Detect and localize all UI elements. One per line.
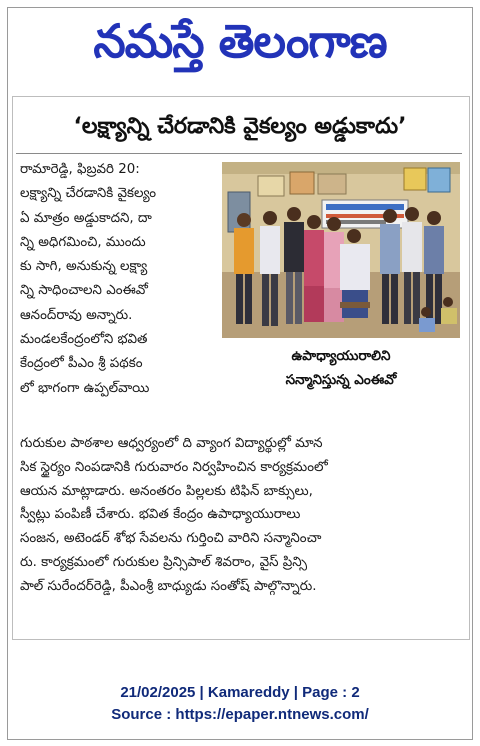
text-line: గురుకుల పాఠశాల ఆధ్వర్యంలో ది వ్యాంగ విద్యార్థుల్లో మాన <box>20 436 323 451</box>
photo-caption <box>222 344 460 392</box>
article-photo <box>222 162 460 338</box>
text-line: స్వీట్లు పంపిణీ చేశారు. భవిత కేంద్రం ఉపాధ్యాయురాలు <box>20 507 301 523</box>
caption-line: ఉపాధ్యాయురాలిని <box>291 348 391 364</box>
text-line: ఆయన మాట్లాడారు. అనంతరం పిల్లలకు టిఫిన్ బాక్సులు, <box>20 483 313 499</box>
text-line: కు సాగి, అనుకున్న లక్ష్యా <box>20 259 148 275</box>
newspaper-masthead: నమస్తే తెలంగాణ <box>93 14 387 68</box>
text-line: ఏ మాత్రం అడ్డుకాదని, దా <box>20 210 152 226</box>
article-headline: ‘లక్ష్యాన్ని చేరడానికి వైకల్యం అడ్డుకాదు’ <box>73 114 407 139</box>
text-line: పాల్ సురేందర్‌రెడ్డి, పీఎంశ్రీ బాధ్యుడు సంతోష్ పాల్గొన్నారు. <box>20 578 317 594</box>
text-line: న్ని అధిగమించి, ముందు <box>20 234 146 250</box>
footer-source: Source : https://epaper.ntnews.com/ <box>111 706 369 723</box>
text-line: లక్ష్యాన్ని చేరడానికి వైకల్యం <box>20 186 157 202</box>
article-column-text <box>20 158 220 401</box>
caption-line: సన్మానిస్తున్న ఎంఈవో <box>285 372 397 388</box>
text-line: న్ని సాధించాలని ఎంఈవో <box>20 283 148 299</box>
text-line: మండలకేంద్రంలోని భవిత <box>20 332 148 348</box>
article-body-text <box>20 432 462 599</box>
footer-date-edition: 21/02/2025 | Kamareddy | Page : 2 <box>120 684 360 701</box>
headline-divider <box>16 153 462 154</box>
text-line: సిక స్థైర్యం నింపడానికి గురువారం నిర్వహించిన కార్యక్రమంలో <box>20 459 328 475</box>
text-line: రామారెడ్డి, ఫిబ్రవరి 20: <box>20 162 140 177</box>
text-line: ఆనంద్‌రావు అన్నారు. <box>20 307 133 323</box>
text-line: కేంద్రంలో పీఎం శ్రీ పథకం <box>20 356 143 372</box>
text-line: రు. కార్యక్రమంలో గురుకుల ప్రిన్సిపాల్ శివరాం, వైస్ ప్రిన్సి <box>20 554 308 570</box>
text-line: లో భాగంగా ఉప్పల్‌వాయి <box>20 380 150 396</box>
text-line: సంజన, అటెండర్ శోభ సేవలను గుర్తించి వారిని సన్మానించా <box>20 531 322 547</box>
